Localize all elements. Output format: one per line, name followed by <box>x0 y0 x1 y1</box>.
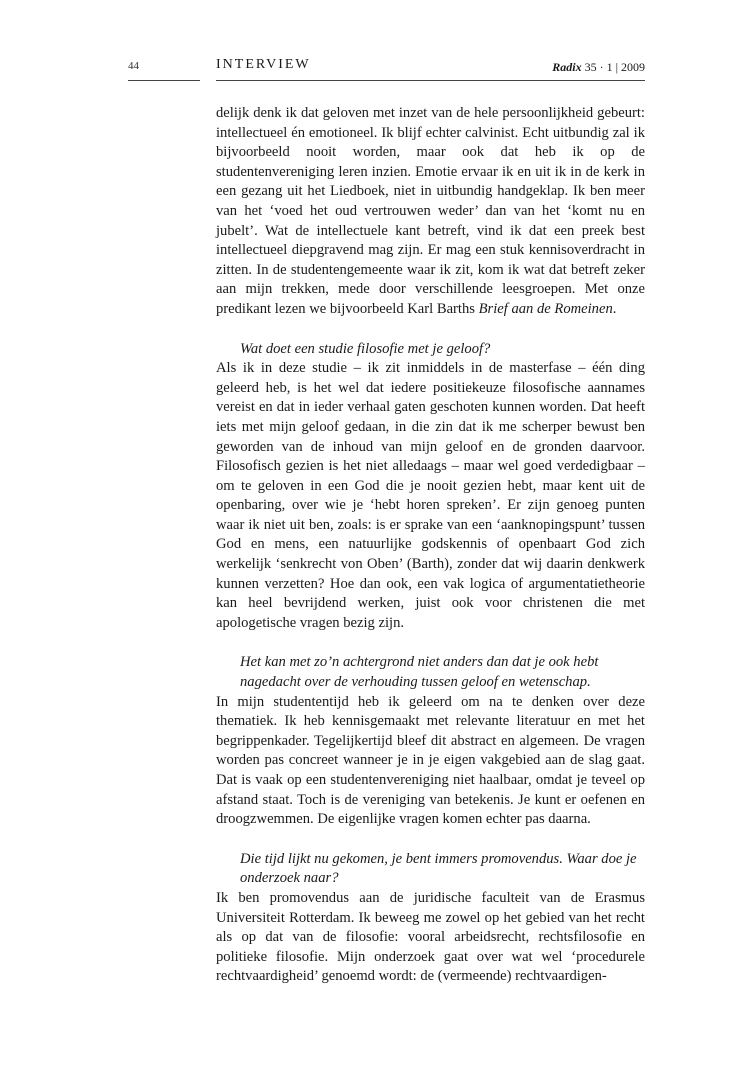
interview-question-1 <box>216 340 645 360</box>
paragraph-1-end: . <box>612 300 617 317</box>
interview-question-2 <box>216 653 645 692</box>
page-number: 44 <box>128 60 139 72</box>
question-3-line-1: Die tijd lijkt nu gekomen, je bent immers promovendus. Waar doe je <box>240 850 637 867</box>
question-2-line-1: Het kan met zo’n achtergrond niet anders dan dat je ook hebt <box>240 654 599 671</box>
paragraph-3: In mijn studententijd heb ik geleerd om na te denken over deze thematiek. Ik heb kennisgemaakt met relevante literatuur en met het begrippenkader. Tegelijkertijd bleef dit abstract en algemeen. De vragen worden pas concreet wanneer je in je eigen vakgebied aan de slag gaat. Dat is vaak op een studentenvereniging niet haalbaar, omdat je teveel op afstand staat. Toch is de vereniging van betekenis. Je kunt er oefenen en droogzwemmen. De eigenlijke vragen komen echter pas daarna. <box>216 693 645 828</box>
header-rule-left <box>128 80 200 81</box>
article-body <box>216 104 645 987</box>
paragraph-4: Ik ben promovendus aan de juridische faculteit van de Erasmus Universiteit Rotterdam. Ik beweeg me zowel op het gebied van het recht als op dat van de filosofie: vooral arbeidsrecht, rechtsfilosofie en politieke filosofie. Mijn onderzoek gaat over wat wel ‘procedurele rechtvaardigheid’ genoemd wordt: de (vermeende) rechtvaardigen- <box>216 889 645 985</box>
paragraph-1 <box>216 104 645 320</box>
page-header <box>0 0 738 90</box>
journal-reference <box>552 60 645 75</box>
question-2-line-2: nagedacht over de verhouding tussen geloof en wetenschap. <box>240 674 591 691</box>
journal-name: Radix <box>552 60 582 74</box>
section-title: INTERVIEW <box>216 57 311 72</box>
question-1-text: Wat doet een studie filosofie met je geloof? <box>240 340 491 357</box>
paragraph-2: Als ik in deze studie – ik zit inmiddels in de masterfase – één ding geleerd heb, is het wel dat iedere positiekeuze filosofische aannames vereist en dat in ieder verhaal gaten geschoten kunnen worden. Dat heeft iets met mijn geloof gedaan, in die zin dat ik me scherper bewust ben geworden van de inhoud van mijn geloof en de gronden daarvoor. Filosofisch gezien is het niet alledaags – maar wel goed verdedigbaar – om te geloven in een God die je nooit gezien hebt, maar kent uit de openbaring, over wie je ‘hebt horen spreken’. Er zijn genoeg punten waar ik niet uit ben, zoals: is er sprake van een ‘aanknopingspunt’ tussen God en mens, een natuurlijke godskennis of openbaart God zich werkelijk ‘senkrecht von Oben’ (Barth), zonder dat wij daarin denkwerk kunnen verzetten? Hoe dan ook, een vak logica of argumentatietheorie kan heel bevrijdend werken, juist ook voor christenen die met apologetische vragen bezig zijn. <box>216 360 645 631</box>
header-rule-main <box>216 80 645 81</box>
journal-issue: 35 · 1 | 2009 <box>584 60 645 74</box>
paragraph-1-text: delijk denk ik dat geloven met inzet van de hele persoonlijkheid gebeurt: intellectueel én emotioneel. Ik blijf echter calvinist. Echt uitbundig zal ik bijvoorbeeld nooit worden, maar ook dat heb ik op de studentenvereniging leren inzien. Emotie ervaar ik en uit ik in de kerk in een gezang uit het Liedboek, niet in uitbundig handgeklap. Ik ben meer van het ‘voed het oud vertrouwen weder’ dan van het ‘komt nu en jubelt’. Wat de intellectuele kant betreft, vind ik dat een preek best intellectueel diepgravend mag zijn. Er mag een stuk kennisoverdracht in zitten. In de studentengemeente waar ik zit, kom ik wat dat betreft zeker aan mijn trekken, mede door verschillende leesgroepen. Met onze predikant lezen we bijvoorbeeld Karl Barths <box>216 105 645 317</box>
book-title: Brief aan de Romeinen <box>478 300 613 317</box>
question-3-line-2: onderzoek naar? <box>240 870 339 887</box>
interview-question-3 <box>216 850 645 889</box>
